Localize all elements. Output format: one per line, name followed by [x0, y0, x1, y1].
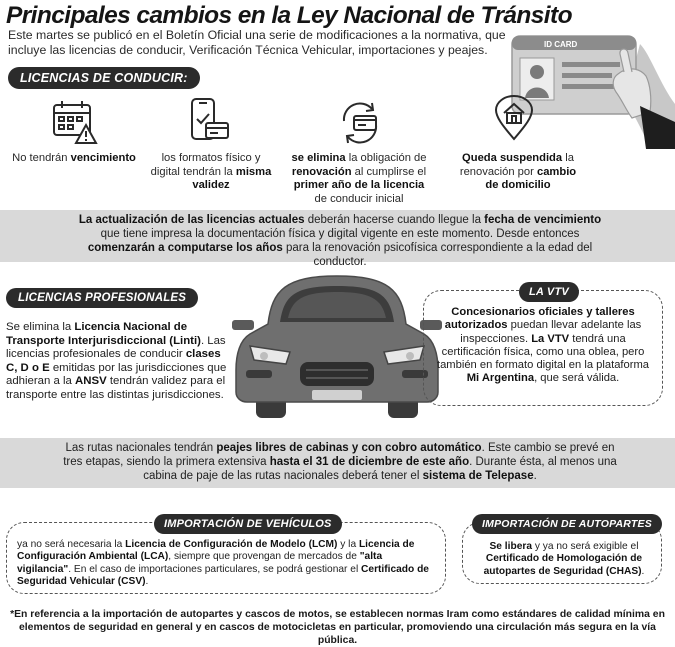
importacion-vehiculos-heading: IMPORTACIÓN DE VEHÍCULOS	[154, 514, 342, 534]
home-location-icon	[490, 95, 538, 141]
actualizacion-text: La actualización de las licencias actuales deberán hacerse cuando llegue la fecha de vencimiento que tiene impresa la documentación física y digital vigente en este momento. Desde entonces comenzarán a computarse los años para la renovación psicofísica correspondiente a la edad del conductor.	[78, 214, 602, 268]
calendar-warning-icon	[50, 99, 98, 145]
vtv-text: Concesionarios oficiales y talleres autorizados puedan llevar adelante las inspecciones. La VTV tendrá una certificación física, como una oblea, pero también en formato digital en la plataforma Mi Argentina, que será válida.	[436, 306, 650, 385]
footnote: *En referencia a la importación de autopartes y cascos de motos, se establecen normas Iram como estándares de calidad mínima en elementos de seguridad en general y en cascos de motocicletas en particular, promoviendo una circulación más segura en la vía pública.	[10, 609, 665, 646]
vtv-heading: LA VTV	[519, 282, 579, 302]
licencias-conducir-heading: LICENCIAS DE CONDUCIR:	[8, 67, 200, 89]
phone-and-card-icon	[184, 97, 232, 143]
car-front-illustration	[228, 266, 446, 426]
licencia-item-validez: los formatos físico y digital tendrán la misma validez	[150, 152, 272, 191]
peajes-text: Las rutas nacionales tendrán peajes libres de cabinas y con cobro automático. Este cambio se prevé en tres etapas, siendo la primera extensiva hasta el 31 de diciembre de este año. Durante ésta, al menos una cabina de paje de las rutas nacionales deberá tener el sistema de Telepase.	[63, 442, 617, 482]
id-card-label: ID CARD	[544, 40, 578, 49]
importacion-autopartes-text: Se libera y ya no será exigible el Certificado de Homologación de autopartes de Seguridad (CHAS).	[483, 541, 645, 577]
licencia-item-vencimiento: No tendrán vencimiento	[12, 152, 136, 164]
importacion-vehiculos-text: ya no será necesaria la Licencia de Configuración de Modelo (LCM) y la Licencia de Configuración Ambiental (LCA), siempre que provengan de mercados de "alta vigilancia". En el caso de importaciones particulares, se podrá gestionar el Certificado de Seguridad Vehicular (CSV).	[17, 539, 429, 588]
licencia-item-renovacion: se elimina la obligación de renovación al cumplirse el primer año de la licencia de conducir inicial	[291, 152, 427, 205]
page-title: Principales cambios en la Ley Nacional de Tránsito	[6, 2, 572, 29]
card-renewal-icon	[336, 99, 384, 145]
licencia-item-domicilio: Queda suspendida la renovación por cambio de domicilio	[459, 152, 577, 191]
profesionales-text: Se elimina la Licencia Nacional de Transporte Interjurisdiccional (Linti). Las licencias profesionales de conducir clases C, D o E emitidas por las jurisdicciones que adhieran a la ANSV tendrán validez para el transporte entre las distintas jurisdicciones.	[6, 321, 227, 401]
importacion-autopartes-heading: IMPORTACIÓN DE AUTOPARTES	[472, 514, 662, 534]
licencias-profesionales-heading: LICENCIAS PROFESIONALES	[6, 288, 198, 308]
intro-text: Este martes se publicó en el Boletín Oficial una serie de modificaciones a la normativa, que incluye las licencias de conducir, Verificación Técnica Vehicular, importaciones y peajes.	[8, 28, 506, 57]
